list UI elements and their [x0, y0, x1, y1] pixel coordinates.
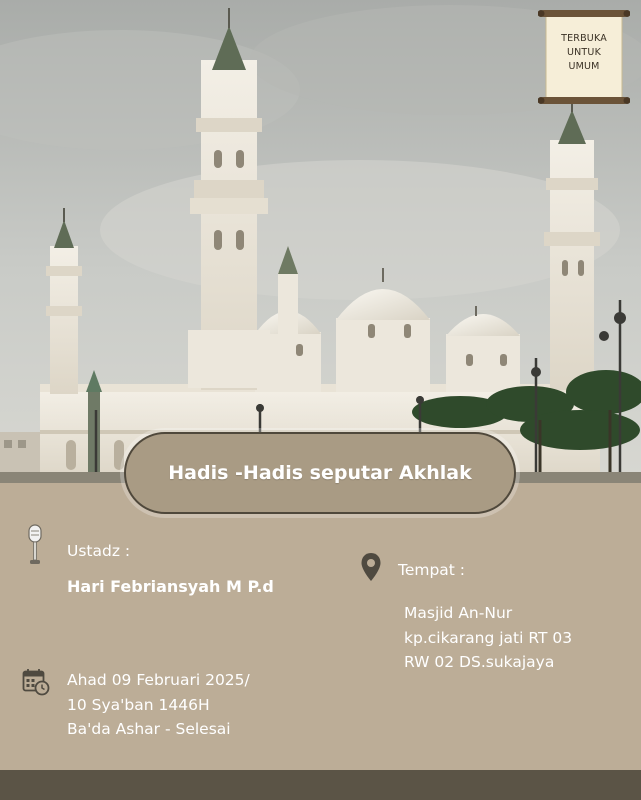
badge-line: UMUM — [568, 61, 600, 72]
speaker-label: Ustadz : — [67, 542, 131, 560]
open-to-public-badge — [538, 8, 630, 106]
microphone-icon — [26, 524, 44, 568]
badge-line: TERBUKA — [561, 33, 607, 44]
schedule-line: 10 Sya'ban 1446H — [67, 695, 210, 714]
address-line: Masjid An-Nur — [404, 604, 513, 622]
schedule-line: Ahad 09 Februari 2025/ — [67, 671, 250, 689]
speaker-name: Hari Febriansyah M P.d — [67, 577, 274, 596]
location-address — [404, 601, 572, 675]
event-title-pill — [124, 432, 516, 514]
calendar-clock-icon — [22, 668, 50, 696]
address-line: kp.cikarang jati RT 03 — [404, 628, 573, 647]
address-line: RW 02 DS.sukajaya — [404, 653, 555, 671]
schedule-line: Ba'da Ashar - Selesai — [67, 720, 231, 738]
schedule-text — [67, 668, 250, 742]
location-pin-icon — [360, 552, 382, 582]
event-title: Hadis -Hadis seputar Akhlak — [168, 462, 472, 484]
bottom-strip — [0, 770, 641, 800]
location-label: Tempat : — [398, 561, 466, 579]
badge-text — [548, 32, 620, 74]
badge-line: UNTUK — [566, 47, 602, 58]
